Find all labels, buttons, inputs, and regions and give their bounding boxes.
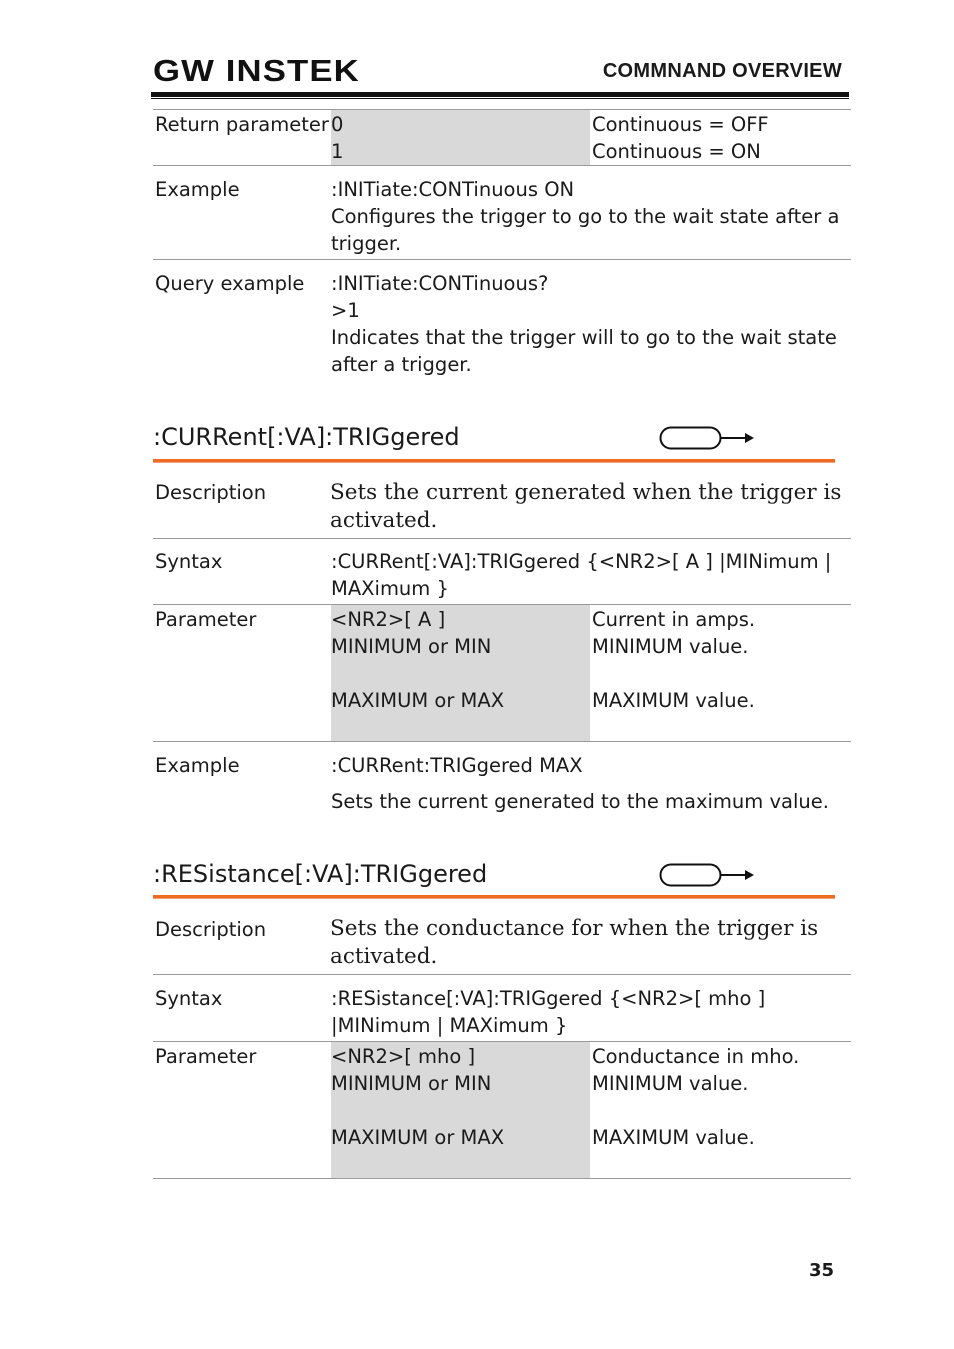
table-divider bbox=[153, 538, 851, 539]
param-desc: Current in amps. bbox=[592, 608, 756, 631]
query-response: >1 bbox=[331, 299, 360, 322]
example-command: :CURRent:TRIGgered MAX bbox=[331, 754, 583, 777]
param-name: MAXIMUM or MAX bbox=[331, 1126, 505, 1149]
param-desc: MINIMUM value. bbox=[592, 635, 749, 658]
table-divider bbox=[153, 741, 851, 742]
example-label: Example bbox=[155, 754, 240, 777]
table-divider bbox=[153, 1178, 851, 1179]
syntax-label: Syntax bbox=[155, 550, 223, 573]
param-name: MINIMUM or MIN bbox=[331, 1072, 492, 1095]
param-desc: MINIMUM value. bbox=[592, 1072, 749, 1095]
example-text: Sets the current generated to the maximum value. bbox=[331, 790, 829, 813]
query-text: after a trigger. bbox=[331, 353, 472, 376]
table-divider bbox=[153, 259, 851, 260]
param-name: <NR2>[ A ] bbox=[331, 608, 446, 631]
syntax-text: |MINimum | MAXimum } bbox=[331, 1014, 568, 1037]
syntax-text: :RESistance[:VA]:TRIGgered {<NR2>[ mho ] bbox=[331, 987, 766, 1010]
current-section-title: :CURRent[:VA]:TRIGgered bbox=[153, 423, 460, 451]
param-desc: MAXIMUM value. bbox=[592, 1126, 755, 1149]
description-label: Description bbox=[155, 918, 267, 941]
header-rule bbox=[151, 92, 849, 97]
syntax-text: MAXimum } bbox=[331, 577, 449, 600]
syntax-text: :CURRent[:VA]:TRIGgered {<NR2>[ A ] |MINimum | bbox=[331, 550, 832, 573]
param-desc: MAXIMUM value. bbox=[592, 689, 755, 712]
return-desc-0: Continuous = OFF bbox=[592, 113, 769, 136]
param-value-cell bbox=[331, 110, 590, 165]
param-name: <NR2>[ mho ] bbox=[331, 1045, 476, 1068]
page-number: 35 bbox=[808, 1260, 834, 1281]
param-desc: Conductance in mho. bbox=[592, 1045, 800, 1068]
description-text: activated. bbox=[330, 944, 438, 969]
header-title: COMMNAND OVERVIEW bbox=[602, 60, 842, 82]
header-rule-thin bbox=[151, 98, 849, 99]
description-text: Sets the current generated when the trigger is bbox=[330, 480, 842, 505]
example-command: :INITiate:CONTinuous ON bbox=[331, 178, 575, 201]
example-label: Example bbox=[155, 178, 240, 201]
query-example-label: Query example bbox=[155, 272, 305, 295]
description-label: Description bbox=[155, 481, 267, 504]
example-text: trigger. bbox=[331, 232, 402, 255]
table-divider bbox=[153, 165, 851, 166]
param-name: MAXIMUM or MAX bbox=[331, 689, 505, 712]
description-text: activated. bbox=[330, 508, 438, 533]
resistance-section-title: :RESistance[:VA]:TRIGgered bbox=[153, 860, 488, 888]
example-text: Configures the trigger to go to the wait state after a bbox=[331, 205, 840, 228]
return-param-label: Return parameter bbox=[155, 113, 329, 136]
query-command: :INITiate:CONTinuous? bbox=[331, 272, 549, 295]
set-arrow-icon bbox=[659, 426, 755, 450]
table-divider bbox=[153, 974, 851, 975]
query-text: Indicates that the trigger will to go to the wait state bbox=[331, 326, 837, 349]
description-text: Sets the conductance for when the trigger is bbox=[330, 916, 819, 941]
section-rule bbox=[153, 895, 835, 899]
section-rule bbox=[153, 459, 835, 463]
set-arrow-icon bbox=[659, 863, 755, 887]
return-value-1: 1 bbox=[331, 140, 344, 163]
parameter-label: Parameter bbox=[155, 608, 257, 631]
return-desc-1: Continuous = ON bbox=[592, 140, 761, 163]
gw-instek-logo: GW INSTEK bbox=[153, 53, 360, 88]
return-value-0: 0 bbox=[331, 113, 344, 136]
param-name: MINIMUM or MIN bbox=[331, 635, 492, 658]
syntax-label: Syntax bbox=[155, 987, 223, 1010]
parameter-label: Parameter bbox=[155, 1045, 257, 1068]
